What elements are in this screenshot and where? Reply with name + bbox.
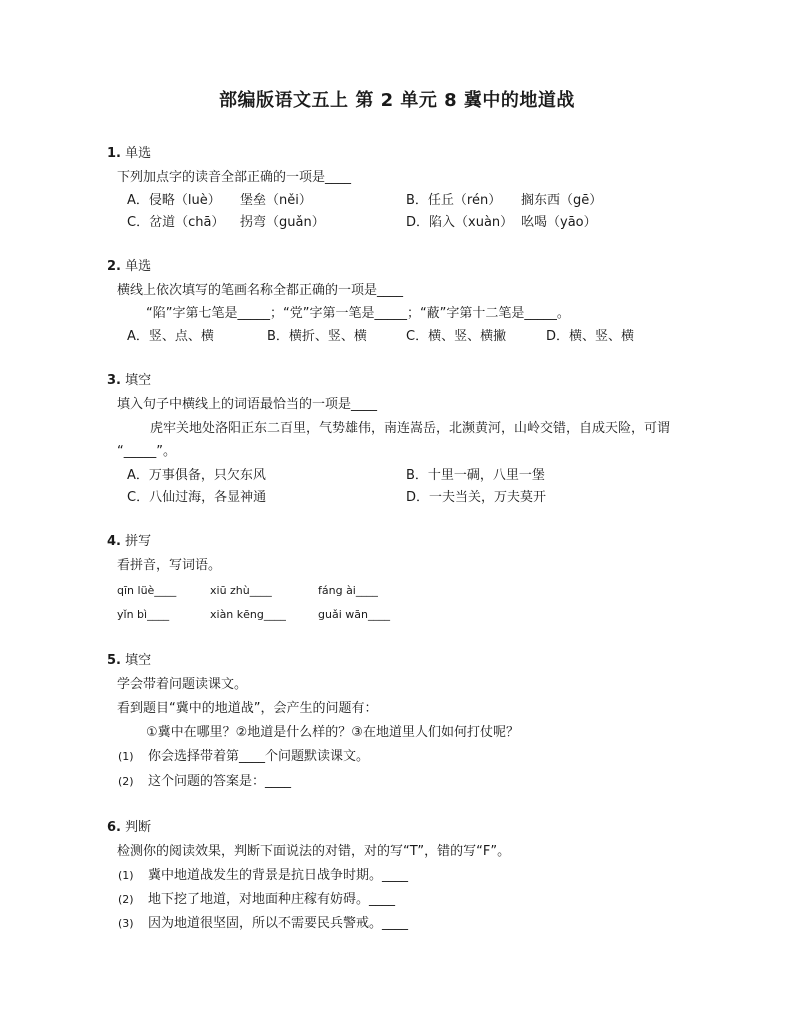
sub-text[interactable]: 你会选择带着第____个问题默读课文。 <box>148 749 370 764</box>
option-b[interactable]: B．十里一碉，八里一堡 <box>406 468 545 483</box>
question-stem: 学会带着问题读课文。 <box>117 677 248 692</box>
option-b[interactable]: B．横折、竖、横 <box>267 329 367 344</box>
sub-number: (2) <box>118 893 134 906</box>
question-number: 4. <box>107 534 121 549</box>
question-number: 2. <box>107 259 121 274</box>
question-number: 1. <box>107 146 121 161</box>
sub-text[interactable]: 这个问题的答案是：____ <box>148 774 292 789</box>
question-stem: 看到题目“冀中的地道战”，会产生的问题有： <box>117 701 378 716</box>
option-d-word2: 吆喝（yāo） <box>521 215 597 230</box>
pinyin-item[interactable]: guǎi wān____ <box>318 608 390 621</box>
question-3-header <box>107 372 151 390</box>
option-d[interactable]: D．横、竖、横 <box>546 329 635 344</box>
question-stem: 下列加点字的读音全部正确的一项是____ <box>117 170 352 185</box>
sub-text[interactable]: 因为地道很坚固，所以不需要民兵警戒。____ <box>148 916 409 931</box>
sub-text[interactable]: 冀中地道战发生的背景是抗日战争时期。____ <box>148 868 409 883</box>
question-number: 6. <box>107 820 121 835</box>
question-number: 5. <box>107 653 121 668</box>
passage-line-2: “_____”。 <box>117 444 176 459</box>
question-stem: 检测你的阅读效果，判断下面说法的对错，对的写“T”，错的写“F”。 <box>117 844 511 859</box>
question-type: 单选 <box>125 259 152 274</box>
pinyin-item[interactable]: xiū zhù____ <box>210 584 272 597</box>
question-stem: 横线上依次填写的笔画名称全都正确的一项是____ <box>117 283 404 298</box>
option-a[interactable]: A．竖、点、横 <box>127 329 214 344</box>
sub-number: (2) <box>118 775 134 788</box>
sub-number: (3) <box>118 917 134 930</box>
sub-number: (1) <box>118 750 134 763</box>
question-type: 判断 <box>125 820 152 835</box>
question-type: 拼写 <box>125 534 152 549</box>
option-b-word2: 搁东西（gē） <box>521 193 603 208</box>
pinyin-item[interactable]: qīn lüè____ <box>117 584 177 597</box>
pinyin-item[interactable]: xiàn kēng____ <box>210 608 286 621</box>
pinyin-item[interactable]: fáng ài____ <box>318 584 378 597</box>
passage-line-1: 虎牢关地处洛阳正东二百里，气势雄伟，南连嵩岳，北濒黄河，山岭交错，自成天险，可谓 <box>150 421 671 436</box>
question-number: 3. <box>107 373 121 388</box>
question-type: 单选 <box>125 146 152 161</box>
question-stem: 填入句子中横线上的词语最恰当的一项是____ <box>117 397 378 412</box>
sub-number: (1) <box>118 869 134 882</box>
option-c[interactable]: C．八仙过海，各显神通 <box>127 490 267 505</box>
question-2-header <box>107 258 151 276</box>
pinyin-item[interactable]: yǐn bì____ <box>117 608 170 621</box>
question-4-header <box>107 533 151 551</box>
option-d[interactable]: D．陷入（xuàn） <box>406 215 514 230</box>
option-d[interactable]: D．一夫当关，万夫莫开 <box>406 490 547 505</box>
sub-text[interactable]: 地下挖了地道，对地面种庄稼有妨碍。____ <box>148 892 396 907</box>
option-a-word2: 堡垒（něi） <box>240 193 312 208</box>
option-b[interactable]: B．任丘（rén） <box>406 193 502 208</box>
question-5-header <box>107 652 151 670</box>
question-6-header <box>107 819 151 837</box>
option-a[interactable]: A．万事俱备，只欠东风 <box>127 468 266 483</box>
question-1-header <box>107 145 151 163</box>
option-a[interactable]: A．侵略（luè） <box>127 193 221 208</box>
question-type: 填空 <box>125 653 152 668</box>
page-title: 部编版语文五上 第 2 单元 8 冀中的地道战 <box>219 90 575 111</box>
question-stem: 看拼音，写词语。 <box>117 558 222 573</box>
question-list: ①冀中在哪里？②地道是什么样的？③在地道里人们如何打仗呢？ <box>146 725 519 740</box>
option-c-word2: 拐弯（guǎn） <box>240 215 325 230</box>
option-c[interactable]: C．横、竖、横撇 <box>406 329 507 344</box>
option-c[interactable]: C．岔道（chā） <box>127 215 225 230</box>
question-type: 填空 <box>125 373 152 388</box>
question-sub-stem: “陷”字第七笔是_____；“党”字第一笔是_____；“蔽”字第十二笔是_____。 <box>146 306 570 321</box>
